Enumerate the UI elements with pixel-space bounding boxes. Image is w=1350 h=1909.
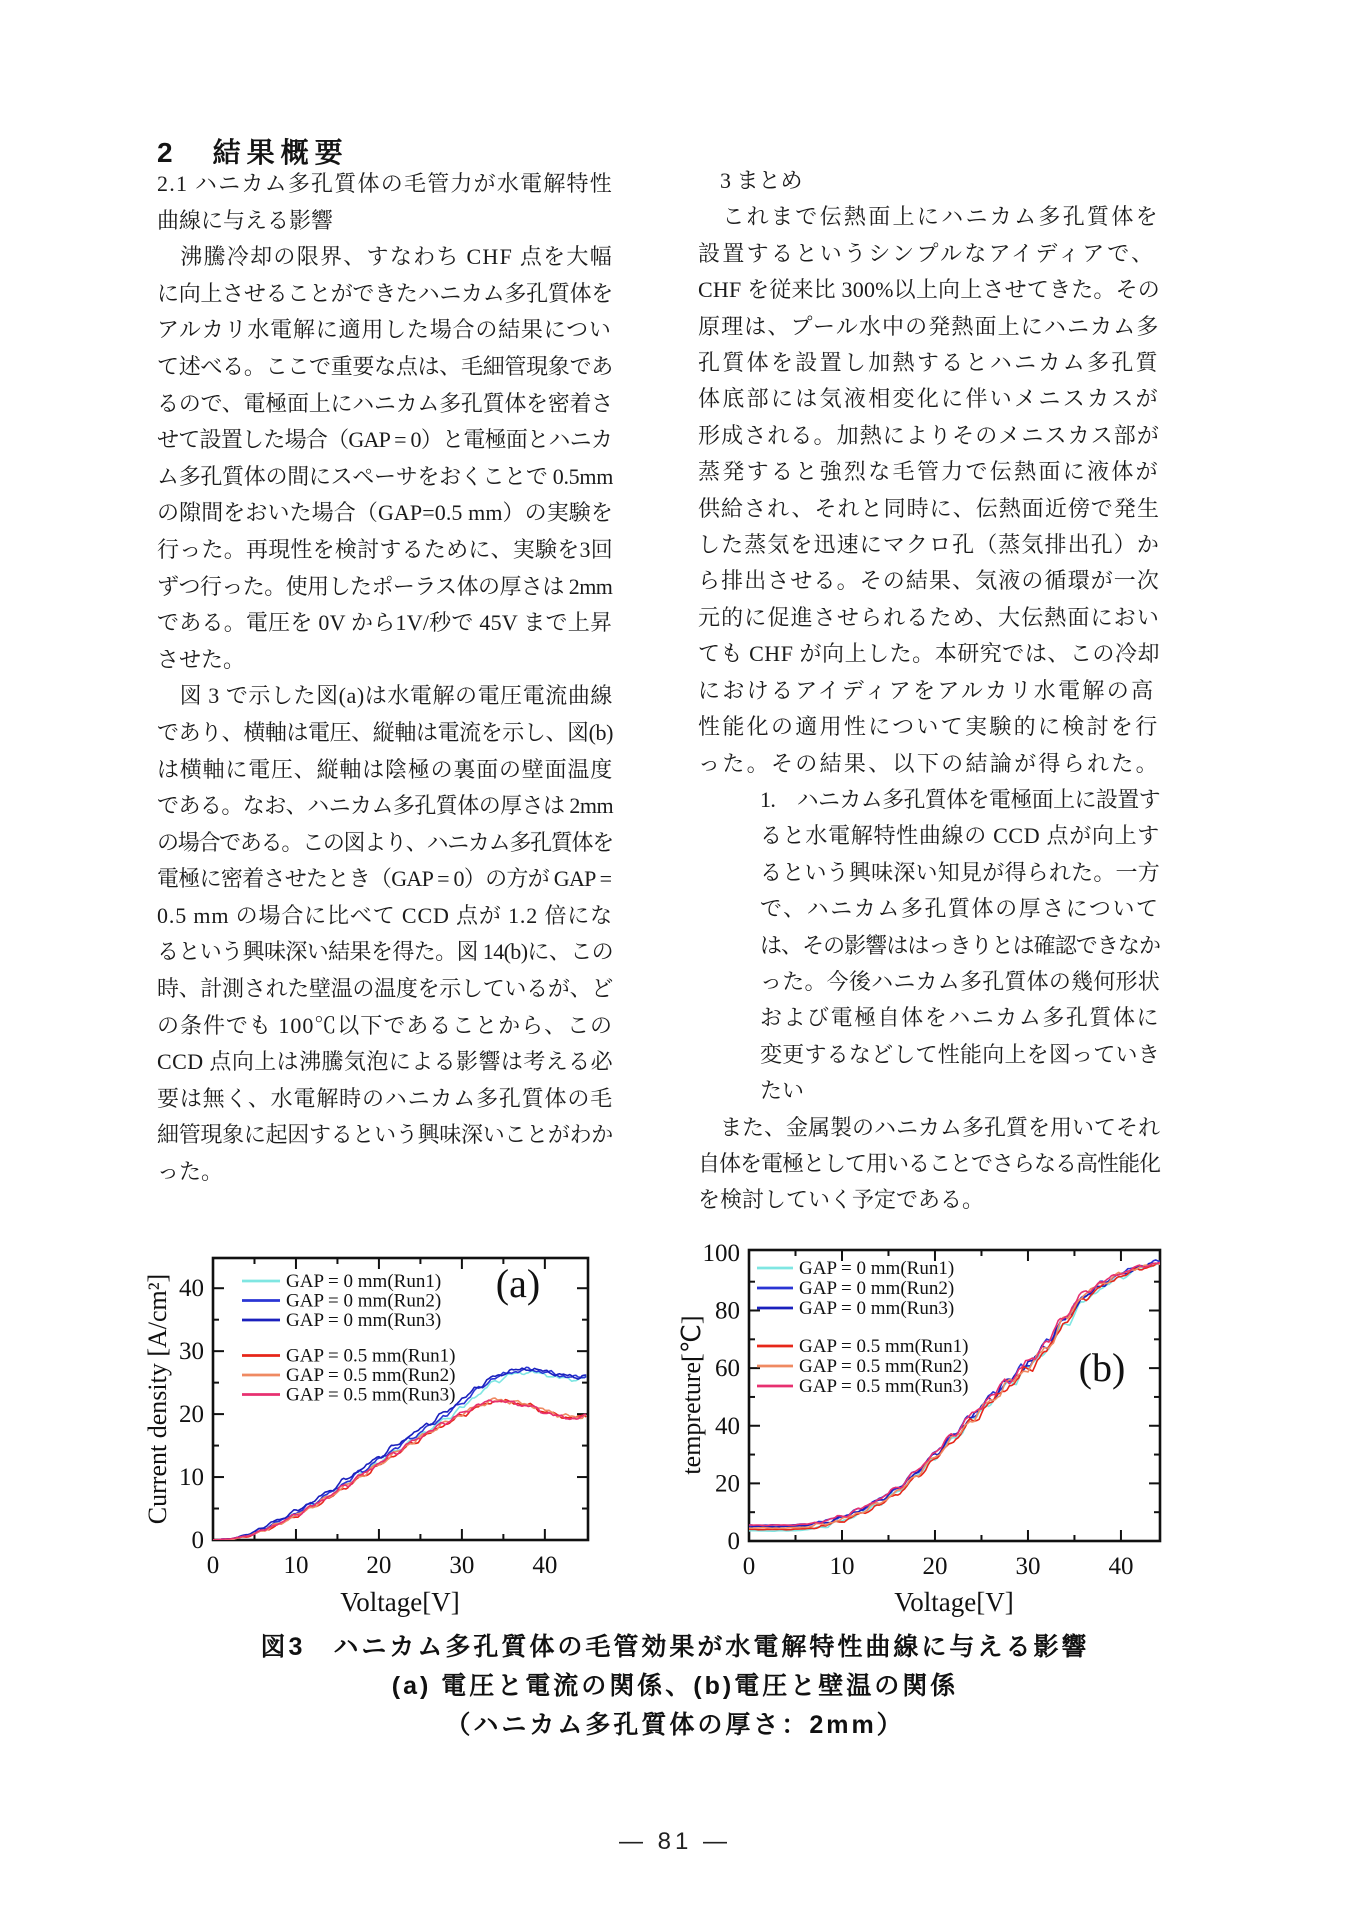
figure-caption — [0, 1628, 1350, 1745]
figure-caption-line3: （ハニカム多孔質体の厚さ：2mm） — [445, 1711, 905, 1739]
text-line: 2.1 ハニカム多孔質体の毛管力が水電解特性 — [157, 171, 613, 196]
figure-caption-line2: (a) 電圧と電流の関係、(b)電圧と壁温の関係 — [391, 1672, 959, 1700]
legend-label: GAP = 0 mm(Run2) — [286, 1290, 442, 1312]
legend-label: GAP = 0.5 mm(Run1) — [286, 1345, 456, 1367]
right-column-closing — [698, 1110, 1160, 1219]
text-line: 行った。再現性を検討するために、実験を3回 — [157, 536, 613, 562]
figure-caption-line1: 図3 ハニカム多孔質体の毛管効果が水電解特性曲線に与える影響 — [260, 1633, 1090, 1661]
text-line: の隙間をおいた場合（GAP=0.5 mm）の実験を — [157, 500, 613, 526]
x-axis-label: Voltage[V] — [340, 1587, 460, 1617]
panel-label: (b) — [1078, 1345, 1126, 1390]
panel-label: (a) — [495, 1261, 541, 1306]
chart-a-voltage-vs-current — [120, 1235, 620, 1625]
text-line: 曲線に与える影響 — [157, 207, 334, 233]
svg-text:0: 0 — [191, 1527, 204, 1554]
chart-b-voltage-vs-temperature — [660, 1235, 1220, 1625]
svg-text:30: 30 — [449, 1552, 475, 1579]
legend-label: GAP = 0 mm(Run2) — [799, 1278, 955, 1299]
y-axis-label: Current density [A/cm²] — [143, 1273, 172, 1525]
svg-text:40: 40 — [179, 1275, 204, 1303]
text-line: せて設置した場合（GAP = 0）と電極面とハニカ — [157, 427, 613, 453]
legend — [242, 1271, 455, 1406]
text-line: であり、横軸は電圧、縦軸は電流を示し、図(b) — [157, 719, 614, 745]
svg-text:40: 40 — [715, 1412, 740, 1440]
text-line: である。電圧を 0V から1V/秒で 45V まで上昇 — [157, 610, 613, 636]
text-line: CCD 点向上は沸騰気泡による影響は考える必 — [157, 1049, 613, 1075]
legend-label: GAP = 0.5 mm(Run1) — [799, 1336, 969, 1357]
text-line: に向上させることができたハニカム多孔質体を — [157, 280, 614, 306]
svg-text:10: 10 — [829, 1553, 855, 1580]
series-line-5 — [213, 1398, 586, 1540]
text-line: 電極に密着させたとき（GAP = 0）の方が GAP = — [157, 866, 612, 892]
text-line: 蒸発すると強烈な毛管力で伝熱面に液体が — [698, 459, 1160, 485]
text-line: て述べる。ここで重要な点は、毛細管現象であ — [157, 353, 614, 379]
text-line: 原理は、プール水中の発熱面上にハニカム多 — [698, 313, 1160, 339]
text-line: 0.5 mm の場合に比べて CCD 点が 1.2 倍にな — [157, 902, 613, 928]
text-line: 細管現象に起因するという興味深いことがわか — [157, 1122, 614, 1148]
legend-label: GAP = 0 mm(Run1) — [286, 1271, 442, 1292]
list-text-line: った。今後ハニカム多孔質体の幾何形状 — [760, 968, 1160, 994]
list-text-line: は、その影響ははっきりとは確認できなか — [760, 932, 1161, 958]
legend-label: GAP = 0 mm(Run3) — [799, 1298, 955, 1319]
list-text-line: ると水電解特性曲線の CCD 点が向上す — [760, 823, 1160, 849]
text-line: におけるアイディアをアルカリ水電解の高 — [698, 677, 1156, 703]
svg-text:20: 20 — [366, 1552, 392, 1579]
svg-text:30: 30 — [1015, 1553, 1041, 1580]
text-line: った。 — [157, 1159, 224, 1185]
svg-text:80: 80 — [715, 1297, 740, 1325]
list-text-line: るという興味深い知見が得られた。一方 — [760, 859, 1160, 885]
list-text-line: 変更するなどして性能向上を図っていき — [760, 1041, 1160, 1067]
text-line: の条件でも 100℃以下であることから、この — [157, 1012, 613, 1038]
text-line: アルカリ水電解に適用した場合の結果につい — [157, 317, 612, 343]
text-line: CHF を従来比 300%以上向上させてきた。その — [698, 277, 1160, 303]
text-line: の場合である。この図より、ハニカム多孔質体を — [157, 829, 614, 855]
left-column-text — [157, 166, 613, 1191]
svg-text:30: 30 — [179, 1338, 204, 1366]
text-line: 要は無く、水電解時のハニカム多孔質体の毛 — [157, 1085, 614, 1111]
svg-text:20: 20 — [715, 1470, 740, 1498]
right-column-numbered-list — [698, 782, 1160, 1110]
text-line: 性能化の適用性について実験的に検討を行 — [698, 714, 1160, 740]
text-line: るという興味深い結果を得た。図 14(b)に、この — [157, 939, 614, 965]
text-line: である。なお、ハニカム多孔質体の厚さは 2mm — [157, 793, 614, 819]
text-line: るので、電極面上にハニカム多孔質体を密着さ — [157, 390, 614, 416]
series-line-6 — [213, 1400, 586, 1540]
legend-label: GAP = 0 mm(Run1) — [799, 1258, 955, 1279]
text-line: ても CHF が向上した。本研究では、この冷却 — [698, 641, 1160, 667]
text-line: 3 まとめ — [698, 168, 803, 193]
text-line: 元的に促進させられるため、大伝熱面におい — [698, 604, 1160, 630]
legend-label: GAP = 0 mm(Run3) — [286, 1310, 442, 1331]
text-line: 時、計測された壁温の温度を示しているが、ど — [157, 976, 614, 1002]
text-line: 設置するというシンプルなアイディアで、 — [698, 240, 1156, 266]
text-line: を検討していく予定である。 — [698, 1187, 985, 1213]
list-text-line: たい — [760, 1078, 805, 1104]
svg-text:10: 10 — [179, 1464, 204, 1492]
text-line: ム多孔質体の間にスペーサをおくことで 0.5mm — [157, 463, 614, 489]
svg-text:100: 100 — [702, 1239, 740, 1267]
text-line: ずつ行った。使用したポーラス体の厚さは 2mm — [157, 573, 613, 599]
legend — [757, 1258, 968, 1397]
legend-label: GAP = 0.5 mm(Run3) — [799, 1376, 969, 1397]
series-line-4 — [213, 1400, 586, 1540]
y-axis-label: tempreture[℃] — [677, 1315, 706, 1475]
legend-label: GAP = 0.5 mm(Run3) — [286, 1384, 456, 1406]
svg-text:0: 0 — [206, 1552, 220, 1579]
legend-label: GAP = 0.5 mm(Run2) — [799, 1356, 969, 1377]
text-line: った。その結果、以下の結論が得られた。 — [698, 750, 1160, 776]
text-line: 孔質体を設置し加熱するとハニカム多孔質 — [698, 350, 1160, 376]
list-text-line: で、ハニカム多孔質体の厚さについて — [760, 896, 1160, 922]
text-line: また、金属製のハニカム多孔質を用いてそれ — [698, 1114, 1161, 1140]
page-number: ― 81 ― — [618, 1828, 732, 1855]
text-line: 体底部には気液相変化に伴いメニスカスが — [698, 386, 1160, 412]
svg-text:40: 40 — [532, 1552, 558, 1579]
text-line: 図 3 で示した図(a)は水電解の電圧電流曲線 — [157, 683, 614, 709]
text-line: 沸騰冷却の限界、すなわち CHF 点を大幅 — [157, 244, 613, 270]
list-text-line: 1. ハニカム多孔質体を電極面上に設置す — [760, 786, 1161, 812]
svg-text:10: 10 — [283, 1552, 309, 1579]
text-line: は横軸に電圧、縦軸は陰極の裏面の壁面温度 — [157, 756, 614, 782]
text-line: これまで伝熱面上にハニカム多孔質体を — [698, 204, 1160, 230]
text-line: 形成される。加熱によりそのメニスカス部が — [698, 422, 1161, 448]
right-column-intro — [698, 163, 1160, 782]
svg-text:60: 60 — [715, 1355, 740, 1383]
right-column — [698, 163, 1160, 1219]
svg-text:20: 20 — [179, 1401, 204, 1429]
text-line: ら排出させる。その結果、気液の循環が一次 — [698, 568, 1161, 594]
svg-text:20: 20 — [922, 1553, 948, 1580]
section-heading: 2 結果概要 — [157, 137, 349, 168]
list-text-line: および電極自体をハニカム多孔質体に — [760, 1005, 1160, 1031]
svg-text:0: 0 — [727, 1528, 740, 1555]
text-line: させた。 — [157, 646, 246, 672]
svg-text:40: 40 — [1108, 1553, 1134, 1580]
text-line: した蒸気を迅速にマクロ孔（蒸気排出孔）か — [698, 532, 1160, 558]
legend-label: GAP = 0.5 mm(Run2) — [286, 1365, 456, 1386]
svg-text:0: 0 — [742, 1553, 756, 1580]
text-line: 供給され、それと同時に、伝熱面近傍で発生 — [698, 495, 1160, 521]
x-axis-label: Voltage[V] — [894, 1587, 1014, 1617]
text-line: 自体を電極として用いることでさらなる高性能化 — [698, 1150, 1161, 1176]
